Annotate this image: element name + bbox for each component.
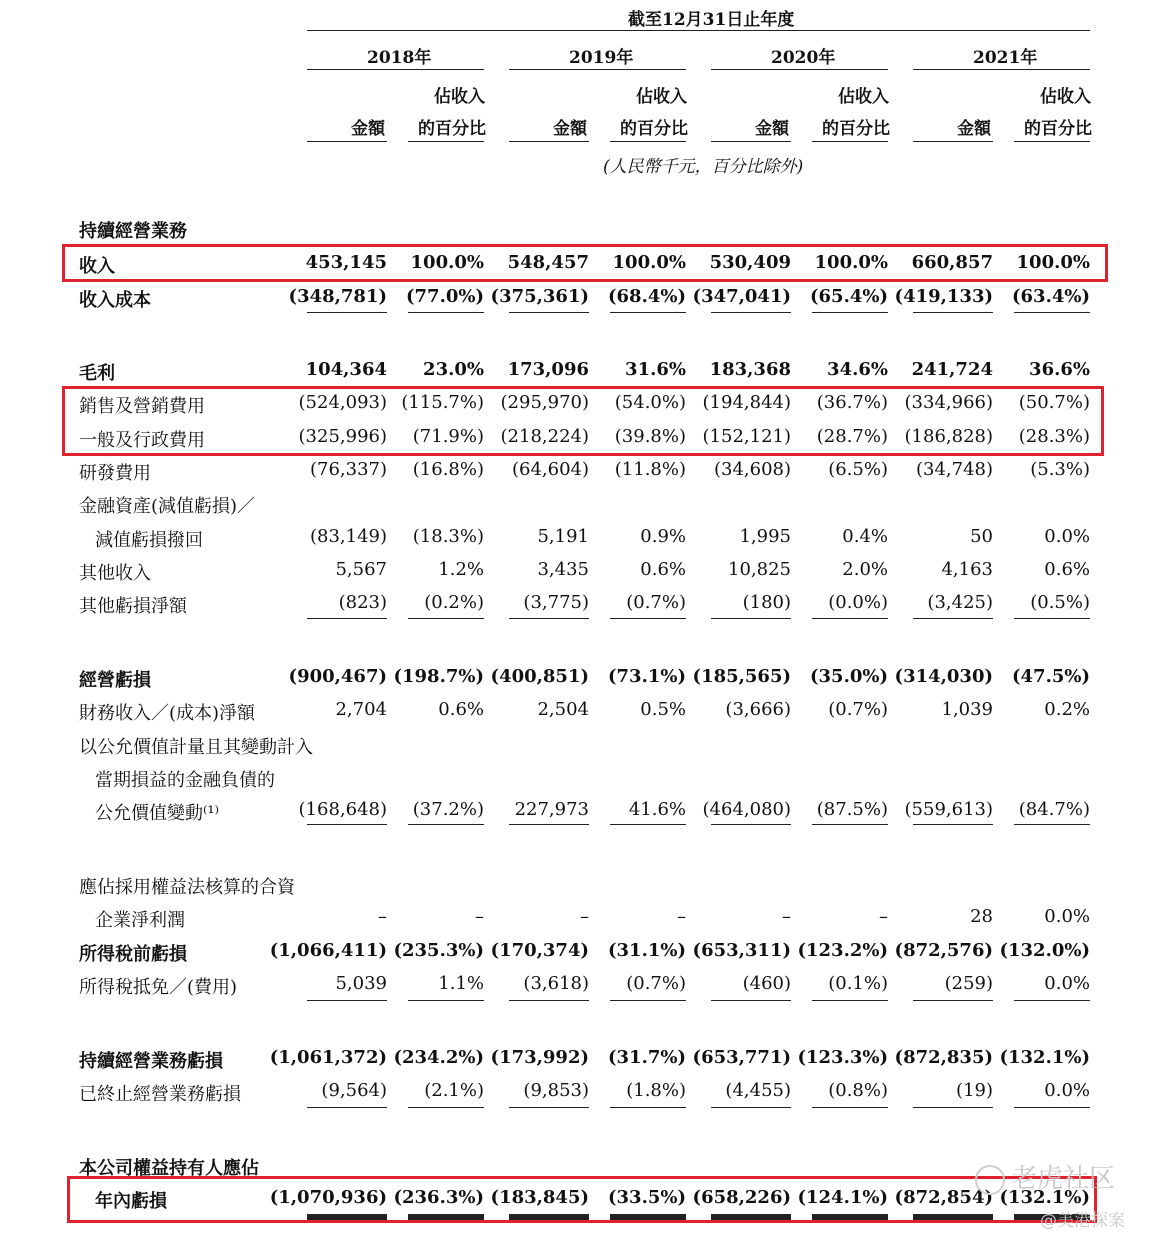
percent-cell: (0.7%) bbox=[626, 973, 686, 994]
subtotal-rule bbox=[307, 824, 387, 825]
amount-cell: (9,564) bbox=[321, 1080, 387, 1101]
subtotal-rule bbox=[913, 824, 993, 825]
percent-cell: (132.1%) bbox=[999, 1187, 1090, 1208]
amount-cell: 5,039 bbox=[335, 973, 387, 994]
subtotal-rule bbox=[610, 824, 686, 825]
percent-cell: (54.0%) bbox=[614, 392, 686, 413]
amount-cell: (1,066,411) bbox=[269, 940, 387, 961]
pct-col-header-line2: 的百分比 bbox=[822, 119, 890, 139]
pct-col-header-line1: 佔收入 bbox=[636, 87, 687, 107]
percent-cell: (1.8%) bbox=[626, 1080, 686, 1101]
amount-cell: – bbox=[378, 906, 387, 927]
col-header-rule bbox=[408, 141, 484, 142]
section-title-continuing: 持續經營業務 bbox=[79, 221, 187, 242]
percent-cell: (0.5%) bbox=[1030, 592, 1090, 613]
table-row bbox=[0, 1078, 1160, 1106]
amount-cell: (460) bbox=[742, 973, 791, 994]
table-row bbox=[0, 797, 1160, 825]
amount-cell: (375,361) bbox=[490, 286, 589, 307]
period-rule bbox=[307, 30, 1090, 31]
percent-cell: 23.0% bbox=[423, 359, 484, 380]
subtotal-rule bbox=[711, 824, 791, 825]
row-label: 其他收入 bbox=[79, 563, 151, 584]
col-header-rule bbox=[509, 141, 589, 142]
col-header-rule bbox=[1014, 141, 1090, 142]
percent-cell: (234.2%) bbox=[393, 1047, 484, 1068]
amount-cell: 530,409 bbox=[709, 252, 791, 273]
amount-col-header: 金額 bbox=[957, 119, 991, 139]
percent-cell: 0.0% bbox=[1044, 906, 1090, 927]
amount-cell: 5,567 bbox=[335, 559, 387, 580]
subtotal-rule bbox=[610, 1000, 686, 1001]
table-row bbox=[0, 904, 1160, 932]
subtotal-rule bbox=[913, 1107, 993, 1108]
subtotal-rule bbox=[509, 1000, 589, 1001]
percent-cell: (84.7%) bbox=[1018, 799, 1090, 820]
row-label: 所得稅抵免／(費用) bbox=[79, 977, 238, 998]
percent-cell: 1.2% bbox=[438, 559, 484, 580]
year-rule bbox=[509, 69, 686, 70]
subtotal-rule bbox=[711, 618, 791, 619]
table-row bbox=[0, 1045, 1160, 1073]
percent-cell: (31.1%) bbox=[608, 940, 686, 961]
percent-cell: (0.1%) bbox=[828, 973, 888, 994]
amount-cell: (64,604) bbox=[511, 459, 589, 480]
row-label: 一般及行政費用 bbox=[79, 430, 205, 451]
amount-cell: 548,457 bbox=[507, 252, 589, 273]
percent-cell: 1.1% bbox=[438, 973, 484, 994]
amount-cell: (400,851) bbox=[490, 666, 589, 687]
amount-cell: (559,613) bbox=[904, 799, 993, 820]
row-label: 銷售及營銷費用 bbox=[79, 396, 205, 417]
percent-cell: (33.5%) bbox=[608, 1187, 686, 1208]
year-rule bbox=[307, 69, 484, 70]
percent-cell: (0.7%) bbox=[828, 699, 888, 720]
amount-cell: (658,226) bbox=[692, 1187, 791, 1208]
row-label: 經營虧損 bbox=[79, 670, 151, 691]
table-row bbox=[0, 697, 1160, 725]
period-header: 截至12月31日止年度 bbox=[628, 10, 795, 30]
amount-cell: (334,966) bbox=[904, 392, 993, 413]
amount-cell: (9,853) bbox=[523, 1080, 589, 1101]
row-label: 毛利 bbox=[79, 363, 115, 384]
percent-cell: 31.6% bbox=[625, 359, 686, 380]
subtotal-rule bbox=[1014, 618, 1090, 619]
pct-col-header-line2: 的百分比 bbox=[418, 119, 486, 139]
amount-cell: 173,096 bbox=[507, 359, 589, 380]
subtotal-rule bbox=[408, 1000, 484, 1001]
amount-cell: (872,835) bbox=[894, 1047, 993, 1068]
percent-cell: (87.5%) bbox=[816, 799, 888, 820]
percent-cell: (18.3%) bbox=[412, 526, 484, 547]
row-label: 所得稅前虧損 bbox=[79, 944, 187, 965]
percent-cell: (31.7%) bbox=[608, 1047, 686, 1068]
percent-cell: (5.3%) bbox=[1030, 459, 1090, 480]
percent-cell: (132.1%) bbox=[999, 1047, 1090, 1068]
percent-cell: (0.8%) bbox=[828, 1080, 888, 1101]
subtotal-rule bbox=[307, 1107, 387, 1108]
percent-cell: (6.5%) bbox=[828, 459, 888, 480]
col-header-rule bbox=[812, 141, 888, 142]
percent-cell: (16.8%) bbox=[412, 459, 484, 480]
amount-cell: (872,854) bbox=[894, 1187, 993, 1208]
year-header: 2020年 bbox=[771, 48, 836, 68]
subtotal-rule bbox=[812, 824, 888, 825]
amount-col-header: 金額 bbox=[755, 119, 789, 139]
subtotal-rule bbox=[812, 1000, 888, 1001]
subtotal-rule bbox=[812, 1107, 888, 1108]
amount-cell: 2,504 bbox=[537, 699, 589, 720]
table-row bbox=[0, 557, 1160, 585]
amount-cell: 50 bbox=[970, 526, 993, 547]
subtotal-rule bbox=[1014, 1000, 1090, 1001]
amount-cell: (173,992) bbox=[490, 1047, 589, 1068]
percent-cell: 34.6% bbox=[827, 359, 888, 380]
highlight-expenses-box bbox=[62, 386, 1104, 456]
percent-cell: (65.4%) bbox=[810, 286, 888, 307]
row-label: 研發費用 bbox=[79, 463, 151, 484]
table-row bbox=[0, 357, 1160, 385]
amount-cell: 4,163 bbox=[941, 559, 993, 580]
percent-cell: 100.0% bbox=[612, 252, 686, 273]
percent-cell: (50.7%) bbox=[1018, 392, 1090, 413]
row-label: 減值虧損撥回 bbox=[95, 530, 203, 551]
percent-cell: (0.7%) bbox=[626, 592, 686, 613]
subtotal-rule bbox=[408, 1107, 484, 1108]
amount-cell: (34,748) bbox=[915, 459, 993, 480]
amount-cell: 660,857 bbox=[911, 252, 993, 273]
percent-cell: (235.3%) bbox=[393, 940, 484, 961]
row-label: 其他虧損淨額 bbox=[79, 596, 187, 617]
percent-cell: 0.9% bbox=[640, 526, 686, 547]
percent-cell: (0.0%) bbox=[828, 592, 888, 613]
amount-cell: (325,996) bbox=[298, 426, 387, 447]
amount-cell: 10,825 bbox=[728, 559, 791, 580]
amount-cell: (19) bbox=[956, 1080, 993, 1101]
percent-cell: (2.1%) bbox=[424, 1080, 484, 1101]
row-label: 當期損益的金融負債的 bbox=[95, 770, 275, 791]
amount-cell: (183,845) bbox=[490, 1187, 589, 1208]
percent-cell: 0.6% bbox=[438, 699, 484, 720]
percent-cell: (124.1%) bbox=[797, 1187, 888, 1208]
subtotal-rule bbox=[913, 618, 993, 619]
amount-cell: 183,368 bbox=[709, 359, 791, 380]
amount-cell: (524,093) bbox=[298, 392, 387, 413]
row-label: 收入 bbox=[79, 256, 115, 277]
table-row bbox=[0, 284, 1160, 312]
row-label: 公允價值變動⁽¹⁾ bbox=[95, 803, 220, 824]
percent-cell: (123.3%) bbox=[797, 1047, 888, 1068]
amount-cell: (872,576) bbox=[894, 940, 993, 961]
percent-cell: (35.0%) bbox=[810, 666, 888, 687]
amount-cell: (152,121) bbox=[702, 426, 791, 447]
percent-cell: (0.2%) bbox=[424, 592, 484, 613]
subtotal-rule bbox=[1014, 312, 1090, 313]
subtotal-rule bbox=[610, 312, 686, 313]
percent-cell: (198.7%) bbox=[393, 666, 484, 687]
subtotal-rule bbox=[408, 824, 484, 825]
percent-cell: – bbox=[677, 906, 686, 927]
percent-cell: 100.0% bbox=[1016, 252, 1090, 273]
percent-cell: 36.6% bbox=[1029, 359, 1090, 380]
amount-cell: (464,080) bbox=[702, 799, 791, 820]
percent-cell: 0.0% bbox=[1044, 1080, 1090, 1101]
percent-cell: 0.5% bbox=[640, 699, 686, 720]
percent-cell: 41.6% bbox=[628, 799, 686, 820]
subtotal-rule bbox=[509, 618, 589, 619]
amount-cell: (314,030) bbox=[894, 666, 993, 687]
percent-cell: 100.0% bbox=[814, 252, 888, 273]
percent-cell: 0.6% bbox=[640, 559, 686, 580]
watermark-logo-text: 老虎社区 bbox=[1011, 1164, 1116, 1194]
percent-cell: (63.4%) bbox=[1012, 286, 1090, 307]
subtotal-rule bbox=[1014, 824, 1090, 825]
percent-cell: (115.7%) bbox=[401, 392, 484, 413]
table-row bbox=[0, 871, 1160, 899]
percent-cell: (71.9%) bbox=[412, 426, 484, 447]
subtotal-rule bbox=[307, 618, 387, 619]
percent-cell: (28.7%) bbox=[816, 426, 888, 447]
subtotal-rule bbox=[610, 618, 686, 619]
amount-cell: (4,455) bbox=[725, 1080, 791, 1101]
subtotal-rule bbox=[711, 312, 791, 313]
amount-cell: 28 bbox=[970, 906, 993, 927]
row-label: 年內虧損 bbox=[95, 1191, 167, 1212]
subtotal-rule bbox=[913, 312, 993, 313]
watermark-handle: @美港探案 bbox=[1040, 1211, 1125, 1231]
amount-cell: (348,781) bbox=[288, 286, 387, 307]
percent-cell: – bbox=[475, 906, 484, 927]
amount-cell: (1,061,372) bbox=[269, 1047, 387, 1068]
subtotal-rule bbox=[307, 312, 387, 313]
col-header-rule bbox=[307, 141, 387, 142]
subtotal-rule bbox=[913, 1000, 993, 1001]
percent-cell: (37.2%) bbox=[412, 799, 484, 820]
amount-cell: (900,467) bbox=[288, 666, 387, 687]
amount-cell: (3,666) bbox=[725, 699, 791, 720]
subtotal-rule bbox=[307, 1000, 387, 1001]
pct-col-header-line1: 佔收入 bbox=[838, 87, 889, 107]
amount-cell: (218,224) bbox=[500, 426, 589, 447]
amount-cell: (83,149) bbox=[309, 526, 387, 547]
pct-col-header-line1: 佔收入 bbox=[434, 87, 485, 107]
amount-cell: (295,970) bbox=[500, 392, 589, 413]
amount-cell: (194,844) bbox=[702, 392, 791, 413]
amount-cell: 104,364 bbox=[305, 359, 387, 380]
subtotal-rule bbox=[711, 1000, 791, 1001]
amount-cell: – bbox=[580, 906, 589, 927]
subtotal-rule bbox=[812, 312, 888, 313]
amount-cell: 1,039 bbox=[941, 699, 993, 720]
percent-cell: (73.1%) bbox=[608, 666, 686, 687]
amount-cell: (180) bbox=[742, 592, 791, 613]
tiger-logo-icon bbox=[975, 1165, 1005, 1195]
amount-cell: 5,191 bbox=[537, 526, 589, 547]
subtotal-rule bbox=[711, 1107, 791, 1108]
year-header: 2019年 bbox=[569, 48, 634, 68]
table-row bbox=[0, 524, 1160, 552]
col-header-rule bbox=[913, 141, 993, 142]
amount-cell: (185,565) bbox=[692, 666, 791, 687]
amount-cell: (419,133) bbox=[894, 286, 993, 307]
percent-cell: (36.7%) bbox=[816, 392, 888, 413]
percent-cell: 100.0% bbox=[410, 252, 484, 273]
amount-cell: 2,704 bbox=[335, 699, 387, 720]
subtotal-rule bbox=[509, 1107, 589, 1108]
amount-cell: (186,828) bbox=[904, 426, 993, 447]
percent-cell: (68.4%) bbox=[608, 286, 686, 307]
table-row bbox=[0, 590, 1160, 618]
row-label: 企業淨利潤 bbox=[95, 910, 185, 931]
col-header-rule bbox=[610, 141, 686, 142]
table-row bbox=[0, 664, 1160, 692]
subtotal-rule bbox=[408, 618, 484, 619]
percent-cell: (236.3%) bbox=[393, 1187, 484, 1208]
row-label: 財務收入／(成本)淨額 bbox=[79, 703, 256, 724]
watermark-logo bbox=[975, 1158, 1115, 1195]
percent-cell: 0.4% bbox=[842, 526, 888, 547]
amount-cell: (347,041) bbox=[692, 286, 791, 307]
pct-col-header-line2: 的百分比 bbox=[1024, 119, 1092, 139]
row-label: 本公司權益持有人應佔 bbox=[79, 1158, 259, 1179]
row-label: 應佔採用權益法核算的合資 bbox=[79, 877, 295, 898]
amount-col-header: 金額 bbox=[351, 119, 385, 139]
amount-col-header: 金額 bbox=[553, 119, 587, 139]
row-label: 金融資產(減值虧損)／ bbox=[79, 496, 256, 517]
percent-cell: 0.6% bbox=[1044, 559, 1090, 580]
percent-cell: (132.0%) bbox=[999, 940, 1090, 961]
amount-cell: (170,374) bbox=[490, 940, 589, 961]
year-header: 2021年 bbox=[973, 48, 1038, 68]
amount-cell: – bbox=[782, 906, 791, 927]
amount-cell: (823) bbox=[338, 592, 387, 613]
subtotal-rule bbox=[509, 312, 589, 313]
amount-cell: (3,775) bbox=[523, 592, 589, 613]
year-rule bbox=[711, 69, 888, 70]
percent-cell: (28.3%) bbox=[1018, 426, 1090, 447]
col-header-rule bbox=[711, 141, 791, 142]
table-row bbox=[0, 490, 1160, 518]
pct-col-header-line1: 佔收入 bbox=[1040, 87, 1091, 107]
percent-cell: (77.0%) bbox=[406, 286, 484, 307]
percent-cell: (39.8%) bbox=[614, 426, 686, 447]
subtotal-rule bbox=[408, 312, 484, 313]
amount-cell: (3,425) bbox=[927, 592, 993, 613]
amount-cell: (653,311) bbox=[692, 940, 791, 961]
table-row bbox=[0, 938, 1160, 966]
percent-cell: – bbox=[879, 906, 888, 927]
percent-cell: (47.5%) bbox=[1012, 666, 1090, 687]
pct-col-header-line2: 的百分比 bbox=[620, 119, 688, 139]
highlight-loss-box bbox=[67, 1176, 1097, 1223]
amount-cell: 1,995 bbox=[739, 526, 791, 547]
row-label: 已終止經營業務虧損 bbox=[79, 1084, 241, 1105]
amount-cell: (653,771) bbox=[692, 1047, 791, 1068]
amount-cell: (168,648) bbox=[298, 799, 387, 820]
percent-cell: (123.2%) bbox=[797, 940, 888, 961]
percent-cell: 0.0% bbox=[1044, 973, 1090, 994]
amount-cell: (34,608) bbox=[713, 459, 791, 480]
subtotal-rule bbox=[1014, 1107, 1090, 1108]
amount-cell: (76,337) bbox=[309, 459, 387, 480]
percent-cell: 2.0% bbox=[842, 559, 888, 580]
percent-cell: 0.0% bbox=[1044, 526, 1090, 547]
year-header: 2018年 bbox=[367, 48, 432, 68]
amount-cell: 3,435 bbox=[537, 559, 589, 580]
year-rule bbox=[913, 69, 1090, 70]
amount-cell: 453,145 bbox=[305, 252, 387, 273]
table-row bbox=[0, 971, 1160, 999]
amount-cell: (259) bbox=[944, 973, 993, 994]
percent-cell: 0.2% bbox=[1044, 699, 1090, 720]
percent-cell: (11.8%) bbox=[614, 459, 686, 480]
amount-cell: (1,070,936) bbox=[269, 1187, 387, 1208]
row-label: 以公允價值計量且其變動計入 bbox=[79, 737, 313, 758]
subtotal-rule bbox=[812, 618, 888, 619]
subtotal-rule bbox=[509, 824, 589, 825]
amount-cell: 241,724 bbox=[911, 359, 993, 380]
highlight-revenue-box bbox=[62, 244, 1108, 282]
amount-cell: 227,973 bbox=[514, 799, 589, 820]
subtotal-rule bbox=[610, 1107, 686, 1108]
table-row bbox=[0, 457, 1160, 485]
row-label: 收入成本 bbox=[79, 290, 151, 311]
table-row bbox=[0, 731, 1160, 759]
row-label: 持續經營業務虧損 bbox=[79, 1051, 223, 1072]
amount-cell: (3,618) bbox=[523, 973, 589, 994]
table-row bbox=[0, 764, 1160, 792]
unit-note: (人民幣千元，百分比除外) bbox=[603, 157, 804, 177]
